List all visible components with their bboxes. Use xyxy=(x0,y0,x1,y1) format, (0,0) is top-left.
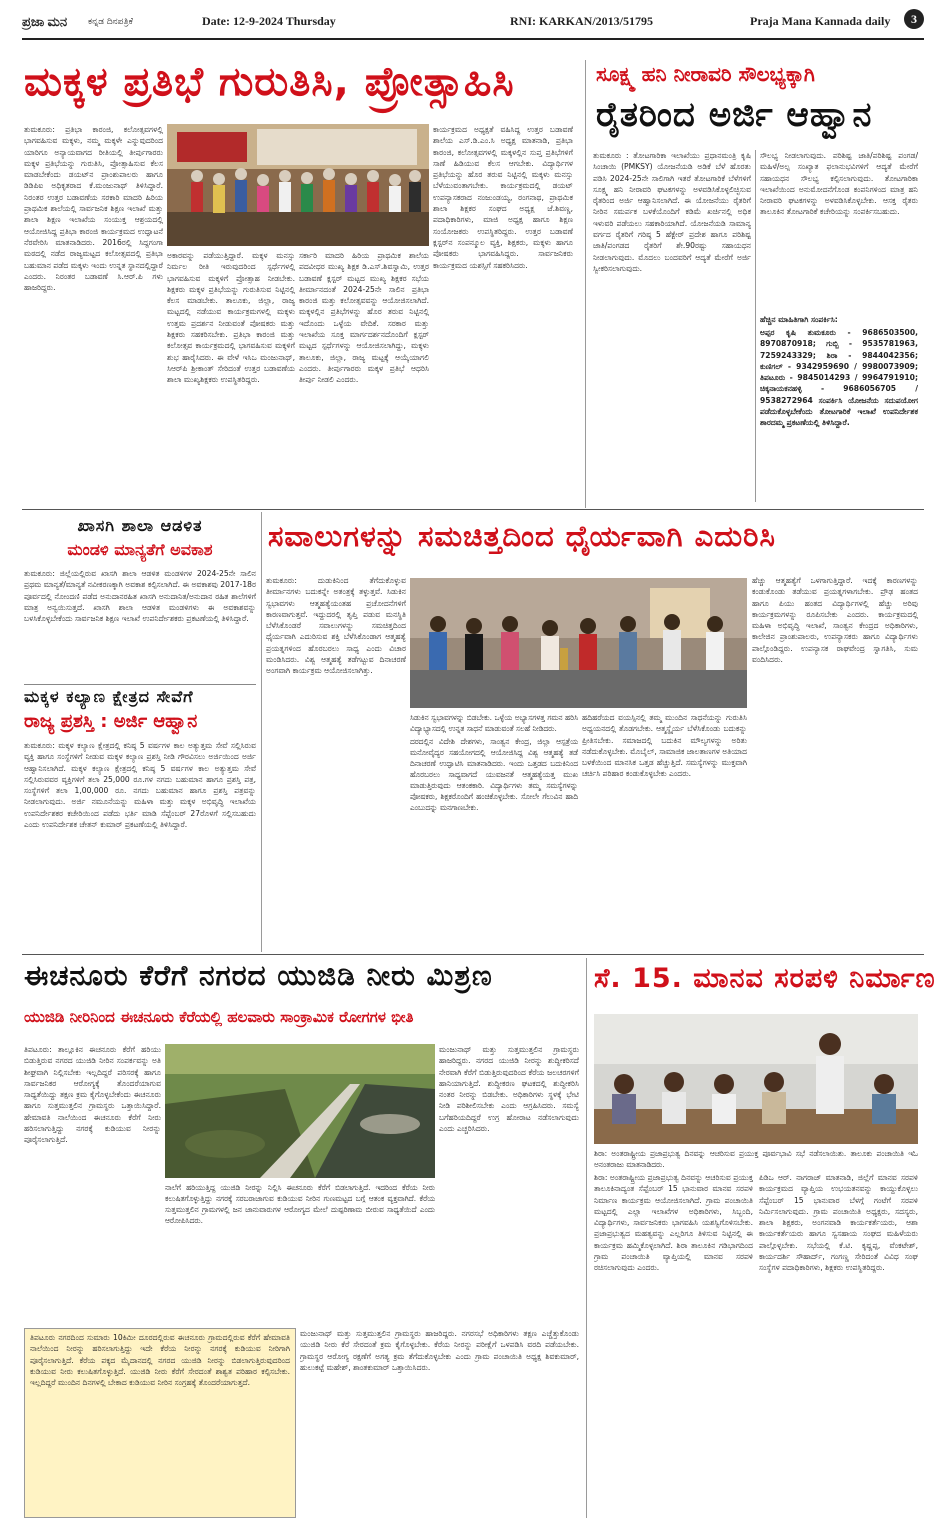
story7-col-b: ಪಿಡಿಒ ಆರ್. ನಾಗರಾಜ್ ಮಾತನಾಡಿ, ಜಿಲ್ಲೆಗೆ ಮಾನವ ಸರಪಳಿ ಕಾರ್ಯಕ್ರಮದ ವ್ಯಾಪ್ತಿಯ ಉಭಯತನವನ್ನು ಕಾಯ್ದುಕೊಳ್ಳಲು ಸೆಪ್ಟೆಂಬರ್ 15 ಭಾನುವಾರ ಬೆಳಗ್ಗೆ ಗಂಟೆಗೆ ಸರಪಳಿ ನಿರ್ಮಿಸಲಾಗುವುದು. ಗ್ರಾಮ ಪಂಚಾಯಿತಿ ಅಧ್ಯಕ್ಷರು, ಸದಸ್ಯರು, ಶಾಲಾ ಶಿಕ್ಷಕರು, ಅಂಗನವಾಡಿ ಕಾರ್ಯಕರ್ತೆಯರು, ಆಶಾ ಕಾರ್ಯಕರ್ತೆಯರು ಹಾಗೂ ಸ್ವಸಹಾಯ ಸಂಘದ ಮಹಿಳೆಯರು ಪಾಲ್ಗೊಳ್ಳಬೇಕು. ಸಭೆಯಲ್ಲಿ ಕೆ.ಟಿ. ಕೃಷ್ಣಪ್ಪ, ವೆಂಕಟೇಶ್, ಕಾರ್ಯದರ್ಶಿ ಸೌಹಾರ್ದ್, ಗಂಗಣ್ಣ ಸೇರಿದಂತೆ ವಿವಿಧ ಸಂಘ ಸಂಸ್ಥೆಗಳ ಪದಾಧಿಕಾರಿಗಳು, ಶಿಕ್ಷಕರು ಉಪಸ್ಥಿತರಿದ್ದರು. xyxy=(759,1173,918,1273)
story6-col-c: ಮಂಜುನಾಥ್ ಮತ್ತು ಸುತ್ತಮುತ್ತಲಿನ ಗ್ರಾಮಸ್ಥರು ಹಾಜರಿದ್ದರು. ನಗರದ ಯುಜಿಡಿ ನೀರನ್ನು ಶುದ್ಧೀಕರಿಸದೆ ನೇರವಾಗಿ ಕೆರೆಗೆ ಬಿಡುತ್ತಿರುವುದರಿಂದ ಕೆರೆಯ ಜಲಚರಗಳಿಗೆ ಹಾನಿಯಾಗುತ್ತಿದೆ. ಶುದ್ಧೀಕರಣ ಘಟಕದಲ್ಲಿ ಶುದ್ಧೀಕರಿಸಿ ನಂತರ ನೀರನ್ನು ಬಿಡಬೇಕು. ಅಧಿಕಾರಿಗಳು ಸ್ಥಳಕ್ಕೆ ಭೇಟಿ ನೀಡಿ ಪರಿಶೀಲಿಸಬೇಕು ಎಂದು ಆಗ್ರಹಿಸಿದರು. ಸಮಸ್ಯೆ ಬಗೆಹರಿಯದಿದ್ದರೆ ಉಗ್ರ ಹೋರಾಟ ನಡೆಸಲಾಗುವುದು ಎಂದು ಎಚ್ಚರಿಸಿದರು. xyxy=(439,1045,579,1134)
story1-col-d: ಸರ್ಕಾರಿ ಮಾದರಿ ಹಿರಿಯ ಪ್ರಾಥಮಿಕ ಶಾಲೆಯ ಪದವೀಧರ ಮುಖ್ಯ ಶಿಕ್ಷಕ ಡಿ.ಎಸ್.ಶಿವಸ್ವಾಮಿ, ಉತ್ತರ ಬಡಾವಣೆ ಕ್ಲಸ್ಟರ್ ಮಟ್ಟದ ಮುಖ್ಯ ಶಿಕ್ಷಕರ ಸಭೆಯ ತೀರ್ಮಾನದಂತೆ 2024-25ನೇ ಸಾಲಿನ ಪ್ರತಿಭಾ ಕಾರಂಜಿ ಮತ್ತು ಕಲೋತ್ಸವವನ್ನು ಆಯೋಜಿಸಲಾಗಿದೆ. ಮಕ್ಕಳಲ್ಲಿನ ಪ್ರತಿಭೆಗಳನ್ನು ಹೊರ ತರುವ ನಿಟ್ಟಿನಲ್ಲಿ ಇದೊಂದು ಒಳ್ಳೆಯ ವೇದಿಕೆ. ಸರಕಾರ ಮತ್ತು ಇಲಾಖೆಯ ಸೂಕ್ತ ಮಾರ್ಗದರ್ಶನದೊಂದಿಗೆ ಕ್ಲಸ್ಟರ್ ಮಟ್ಟದ ಸ್ಪರ್ಧೆಗಳನ್ನು ಆಯೋಜಿಸಲಾಗಿದ್ದು, ಮಕ್ಕಳು ತಾಲೂಕು, ಜಿಲ್ಲಾ, ರಾಜ್ಯ ಮಟ್ಟಕ್ಕೆ ಆಯ್ಕೆಯಾಗಲಿ ಎಂದರು. ತೀರ್ಪುಗಾರರು ಮಕ್ಕಳ ಪ್ರತಿಭೆ ಆಧರಿಸಿ ತೀರ್ಪು ನೀಡಲಿ ಎಂದರು. xyxy=(299,251,429,385)
story7-photo xyxy=(594,1014,918,1144)
story2-col-a: ತುಮಕೂರು : ತೋಟಗಾರಿಕಾ ಇಲಾಖೆಯು ಪ್ರಧಾನಮಂತ್ರಿ ಕೃಷಿ ಸಿಂಚಾಯಿ (PMKSY) ಯೋಜನೆಯಡಿ ಅಡಿಕೆ ಬೆಳೆ ಹೊರತು ಪಡಿಸಿ 2024-25ನೇ ಸಾಲಿಗಾಗಿ ಇತರೆ ತೋಟಗಾರಿಕೆ ಬೆಳೆಗಳಿಗೆ ಸೂಕ್ಷ್ಮ ಹನಿ ನೀರಾವರಿ ಘಟಕಗಳನ್ನು ಅಳವಡಿಸಿಕೊಳ್ಳಲಿಚ್ಛಿಸುವ ರೈತರಿಂದ ಅರ್ಜಿ ಆಹ್ವಾನಿಸಲಾಗಿದೆ. ಈ ಯೋಜನೆಯು ರೈತರಿಗೆ ನೀರಿನ ಸಮರ್ಪಕ ಬಳಕೆಯೊಂದಿಗೆ ಕಡಿಮೆ ಖರ್ಚಿನಲ್ಲಿ ಅಧಿಕ ಇಳುವರಿ ಪಡೆಯಲು ಸಹಕಾರಿಯಾಗಿದೆ. ಯೋಜನೆಯಡಿ ಸಾಮಾನ್ಯ ವರ್ಗದ ರೈತರಿಗೆ ಗರಿಷ್ಠ 5 ಹೆಕ್ಟೇರ್ ಪ್ರದೇಶ ಹಾಗೂ ಪರಿಶಿಷ್ಟ ಜಾತಿ/ಪಂಗಡದ ರೈತರಿಗೆ ಶೇ.90ರಷ್ಟು ಸಹಾಯಧನ ನೀಡಲಾಗುವುದು. ಮೊದಲು ಬಂದವರಿಗೆ ಆದ್ಯತೆ ಮೇರೆಗೆ ಅರ್ಜಿ ಸ್ವೀಕರಿಸಲಾಗುವುದು. xyxy=(593,151,751,273)
page-number-badge: 3 xyxy=(904,9,924,29)
story5-col-b xyxy=(410,712,578,950)
story5-photo-caption: ಸಿಡುಕಿನ ಸ್ವಭಾವಗಳನ್ನು ಬಿಡಬೇಕು. ಒಳ್ಳೆಯ ಅಭ್ಯಾಸಗಳತ್ತ ಗಮನ ಹರಿಸಿ ವಿದ್ಯಾಭ್ಯಾಸದಲ್ಲಿ ಉನ್ನತ ಸಾಧನೆ ಮಾಡುವಂತೆ ಸಲಹೆ ನೀಡಿದರು. xyxy=(410,713,578,733)
masthead-paper-name: Praja Mana Kannada daily xyxy=(750,14,891,28)
story3-body: ತುಮಕೂರು: ಜಿಲ್ಲೆಯಲ್ಲಿರುವ ಖಾಸಗಿ ಶಾಲಾ ಆಡಳಿತ ಮಂಡಳಿಗಳ 2024-25ನೇ ಸಾಲಿನ ಪ್ರಥಮ ಮಾನ್ಯತೆ/ಮಾನ್ಯತೆ ನವೀಕರಣಕ್ಕಾಗಿ ಅವಕಾಶ ಕಲ್ಪಿಸಲಾಗಿದೆ. ಈ ಅವಕಾಶವು 2017-18ರ ಪೂರ್ವದಲ್ಲಿ ನೋಂದಣಿ ಪಡೆದ ಅನುದಾನರಹಿತ ಖಾಸಗಿ ಅನುದಾನಿತ/ಅನುದಾನ ರಹಿತ ಶಾಲೆಗಳಿಗೆ ಮಾತ್ರ ಅನ್ವಯಿಸುತ್ತದೆ. ಖಾಸಗಿ ಶಾಲಾ ಆಡಳಿತ ಮಂಡಳಿಗಳು ಈ ಅವಕಾಶವನ್ನು ಬಳಸಿಕೊಳ್ಳಬೇಕೆಂದು ಸಾರ್ವಜನಿಕ ಶಿಕ್ಷಣ ಇಲಾಖೆ ಉಪನಿರ್ದೇಶಕರು ಪ್ರಕಟಣೆಯಲ್ಲಿ ತಿಳಿಸಿದ್ದಾರೆ. xyxy=(24,569,256,624)
story6-subhead: ಯುಜಿಡಿ ನೀರಿನಿಂದ ಈಚನೂರು ಕೆರೆಯಲ್ಲಿ ಹಲವಾರು ಸಾಂಕ್ರಾಮಿಕ ರೋಗಗಳ ಭೀತಿ xyxy=(24,1008,414,1026)
story6-photo xyxy=(165,1044,435,1178)
story1-col-b: ಅಕಾರವನ್ನು ಪಡೆಯುತ್ತಿದ್ದಾರೆ. ಮಕ್ಕಳ ಮನಸ್ಸು ನಿರ್ಮಲ ರೀತಿ ಇರುವುದರಿಂದ ಸ್ಪರ್ಧೆಗಳಲ್ಲಿ ಭಾಗವಹಿಸುವ ಮಕ್ಕಳಿಗೆ ಪ್ರೋತ್ಸಾಹ ನೀಡಬೇಕು. ಶಿಕ್ಷಕರು ಮಕ್ಕಳ ಪ್ರತಿಭೆಯನ್ನು ಗುರುತಿಸುವ ನಿಟ್ಟಿನಲ್ಲಿ ಕೆಲಸ ಮಾಡಬೇಕು. ತಾಲೂಕು, ಜಿಲ್ಲಾ, ರಾಜ್ಯ ಮಟ್ಟದಲ್ಲಿ ನಡೆಯುವ ಕಾರ್ಯಕ್ರಮಗಳಲ್ಲಿ ಮಕ್ಕಳು ಉತ್ತಮ ಪ್ರದರ್ಶನ ನೀಡುವಂತೆ ಪೋಷಕರು ಮತ್ತು ಶಿಕ್ಷಕರು ಸಹಕರಿಸಬೇಕು. ಪ್ರತಿಭಾ ಕಾರಂಜಿ ಮತ್ತು ಕಲೋತ್ಸವ ಕಾರ್ಯಕ್ರಮದಲ್ಲಿ ಭಾಗವಹಿಸುವ ಮಕ್ಕಳಿಗೆ ಶುಭ ಹಾರೈಸಿದರು. ಈ ವೇಳೆ ಇಸಿಒ ಮಂಜುನಾಥ್, ಸಿಆರ್‌ಪಿ ಶ್ರೀಕಾಂತ್ ಸೇರಿದಂತೆ ಉತ್ತರ ಬಡಾವಣೆಯ ಶಾಲಾ ಮುಖ್ಯಶಿಕ್ಷಕರು ಉಪಸ್ಥಿತರಿದ್ದರು. xyxy=(167,251,295,385)
story2-headline: ರೈತರಿಂದ ಅರ್ಜಿ ಆಹ್ವಾನ xyxy=(596,95,873,135)
story5-headline: ಸವಾಲುಗಳನ್ನು ಸಮಚಿತ್ತದಿಂದ ಧೈರ್ಯವಾಗಿ ಎದುರಿಸಿ xyxy=(268,519,776,553)
divider-horizontal-2 xyxy=(22,954,924,955)
masthead-logo: ಪ್ರಜಾ ಮನ xyxy=(22,14,68,29)
story6-col-d: ಮಂಜುನಾಥ್ ಮತ್ತು ಸುತ್ತಮುತ್ತಲಿನ ಗ್ರಾಮಸ್ಥರು ಹಾಜರಿದ್ದರು. ನಗರಸಭೆ ಅಧಿಕಾರಿಗಳು ತಕ್ಷಣ ಎಚ್ಚೆತ್ತುಕೊಂಡು ಯುಜಿಡಿ ನೀರು ಕೆರೆ ಸೇರದಂತೆ ಕ್ರಮ ಕೈಗೊಳ್ಳಬೇಕು. ಕೆರೆಯ ನೀರನ್ನು ಪರೀಕ್ಷೆಗೆ ಒಳಪಡಿಸಿ ವರದಿ ಪಡೆಯಬೇಕು. ಗ್ರಾಮಸ್ಥರ ಆರೋಗ್ಯ ರಕ್ಷಣೆಗೆ ಅಗತ್ಯ ಕ್ರಮ ತೆಗೆದುಕೊಳ್ಳಬೇಕು ಎಂದು ಗ್ರಾಮ ಪಂಚಾಯಿತಿ ಅಧ್ಯಕ್ಷ ಶಿವಕುಮಾರ್, ಹುಲುಕಟ್ಟೆ ಮಹೇಶ್, ಶಾಂತಕುಮಾರ್ ಒತ್ತಾಯಿಸಿದರು. xyxy=(300,1329,579,1372)
masthead xyxy=(22,0,924,40)
story6-boxed-note: ತಿಪಟೂರು ನಗರದಿಂದ ಸುಮಾರು 10ಕಿಮೀ ದೂರದಲ್ಲಿರುವ ಈಚನೂರು ಗ್ರಾಮದಲ್ಲಿರುವ ಕೆರೆಗೆ ಹೇಮಾವತಿ ನಾಲೆಯಿಂದ ನೀರನ್ನು ಹರಿಸಲಾಗುತ್ತಿದ್ದು ಇದೇ ಕೆರೆಯ ನೀರನ್ನು ನಗರಕ್ಕೆ ಕುಡಿಯುವ ನೀರಿಗಾಗಿ ಪೂರೈಸಲಾಗುತ್ತಿದೆ. ಕೆರೆಯ ಪಕ್ಕದ ಮೈದಾನದಲ್ಲಿ ನಗರದ ಯುಜಿಡಿ ನೀರನ್ನು ಬಿಡಲಾಗುತ್ತಿರುವುದರಿಂದ ಕುಡಿಯುವ ನೀರು ಕಲುಷಿತಗೊಳ್ಳುತ್ತಿದೆ. ಯುಜಿಡಿ ನೀರು ಕೆರೆಗೆ ಸೇರದಂತೆ ಶಾಶ್ವತ ಪರಿಹಾರ ಕಲ್ಪಿಸಬೇಕು. ಇಲ್ಲದಿದ್ದರೆ ಮುಂದಿನ ದಿನಗಳಲ್ಲಿ ಬೇಕಾದ ಕುಡಿಯುವ ನೀರಿನ ಸಂಗ್ರಹಕ್ಕೆ ತೊಂದರೆಯಾಗುತ್ತದೆ. xyxy=(24,1328,296,1518)
story6-photo-caption: ನಾಲೆಗೆ ಹರಿಯುತ್ತಿದ್ದ ಯುಜಿಡಿ ನೀರನ್ನು ನಿಲ್ಲಿಸಿ ಈಚನೂರು ಕೆರೆಗೆ ಬಿಡಲಾಗುತ್ತಿದೆ. ಇದರಿಂದ ಕೆರೆಯ ನೀರು ಕಲುಷಿತಗೊಳ್ಳುತ್ತಿದ್ದು ನಗರಕ್ಕೆ ಸರಬರಾಜಾಗುವ ಕುಡಿಯುವ ನೀರಿನ ಗುಣಮಟ್ಟದ ಬಗ್ಗೆ ಆತಂಕ ವ್ಯಕ್ತವಾಗಿದೆ. ಕೆರೆಯ ಸುತ್ತಮುತ್ತಲಿನ ಗ್ರಾಮಗಳಲ್ಲಿ ಜನ ಜಾನುವಾರುಗಳ ಆರೋಗ್ಯದ ಮೇಲೆ ದುಷ್ಪರಿಣಾಮ ಬೀರುವ ಸಾಧ್ಯತೆಯಿದೆ ಎಂದು ಆರೋಪಿಸಿದರು. xyxy=(165,1183,435,1225)
children-event-photo xyxy=(167,124,429,246)
story4-headline: ರಾಜ್ಯ ಪ್ರಶಸ್ತಿ : ಅರ್ಜಿ ಆಹ್ವಾನ xyxy=(24,711,198,732)
masthead-date: Date: 12-9-2024 Thursday xyxy=(202,14,336,28)
story6-headline: ಈಚನೂರು ಕೆರೆಗೆ ನಗರದ ಯುಜಿಡಿ ನೀರು ಮಿಶ್ರಣ xyxy=(24,959,493,992)
story1-photo xyxy=(167,124,429,246)
story7-col-a: ಶಿರಾ: ಅಂತರಾಷ್ಟ್ರೀಯ ಪ್ರಜಾಪ್ರಭುತ್ವ ದಿನವನ್ನು ಆಚರಿಸುವ ಪ್ರಯುಕ್ತ ತಾಲೂಕಿನಾದ್ಯಂತ ಸೆಪ್ಟೆಂಬರ್ 15 ಭಾನುವಾರ ಮಾನವ ಸರಪಳಿ ನಿರ್ಮಾಣ ಕಾರ್ಯಕ್ರಮ ಆಯೋಜಿಸಲಾಗಿದೆ. ಗ್ರಾಮ ಪಂಚಾಯಿತಿ ಮಟ್ಟದಲ್ಲಿ ಎಲ್ಲಾ ಇಲಾಖೆಗಳ ಅಧಿಕಾರಿಗಳು, ಸಿಬ್ಬಂದಿ, ವಿದ್ಯಾರ್ಥಿಗಳು, ಸಾರ್ವಜನಿಕರು ಭಾಗವಹಿಸಿ ಯಶಸ್ವಿಗೊಳಿಸಬೇಕು. ಪ್ರಜಾಪ್ರಭುತ್ವದ ಮಹತ್ವವನ್ನು ಎಲ್ಲರಿಗೂ ತಿಳಿಸುವ ನಿಟ್ಟಿನಲ್ಲಿ ಈ ಕಾರ್ಯಕ್ರಮ ಹಮ್ಮಿಕೊಳ್ಳಲಾಗಿದೆ. ಶಿರಾ ತಾಲೂಕಿನ ಗಡಿಭಾಗದಿಂದ ಗ್ರಾಮ ಪಂಚಾಯಿತಿ ವ್ಯಾಪ್ತಿಯಲ್ಲಿ ಮಾನವ ಸರಪಳಿ ರಚಿಸಲಾಗುವುದು ಎಂದರು. xyxy=(594,1173,753,1273)
story2-contacts-label: ಹೆಚ್ಚಿನ ಮಾಹಿತಿಗಾಗಿ ಸಂಪರ್ಕಿಸಿ: xyxy=(760,315,838,324)
story5-col-a: ತುಮಕೂರು: ದುಡುಕಿನಿಂದ ತೆಗೆದುಕೊಳ್ಳುವ ತೀರ್ಮಾನಗಳು ಬದುಕನ್ನೇ ಅತಂತ್ರಕ್ಕೆ ತಳ್ಳುತ್ತವೆ. ಸಿಡುಕಿನ ಸ್ವಭಾವಗಳು ಆತ್ಮಹತ್ಯೆಯಂತಹ ಪ್ರಚೋದನೆಗಳಿಗೆ ಕಾರಣವಾಗುತ್ತವೆ. ಇದ್ದುದರಲ್ಲಿ ತೃಪ್ತಿ ಪಡುವ ಮನಸ್ಥಿತಿ ಬೆಳೆಸಿಕೊಂಡರೆ ಸವಾಲುಗಳನ್ನು ಸಮಚಿತ್ತದಿಂದ ಧೈರ್ಯವಾಗಿ ಎದುರಿಸುವ ಶಕ್ತಿ ಬೆಳೆಸಿಕೊಂಡಾಗ ಆತ್ಮಹತ್ಯೆ ಪ್ರಯತ್ನಗಳಿಂದ ಹೊರಬರಲು ಸಾಧ್ಯ ಎಂದು ವಿಚಾರ ಮಂಡಿಸಿದರು. ವಿಶ್ವ ಆತ್ಮಹತ್ಯೆ ತಡೆಗಟ್ಟುವ ದಿನಾಚರಣೆ ಅಂಗವಾಗಿ ಕಾರ್ಯಕ್ರಮ ಆಯೋಜಿಸಲಾಗಿತ್ತು. xyxy=(266,576,406,676)
story4-body: ತುಮಕೂರು: ಮಕ್ಕಳ ಕಲ್ಯಾಣ ಕ್ಷೇತ್ರದಲ್ಲಿ ಕನಿಷ್ಠ 5 ವರ್ಷಗಳ ಕಾಲ ಅತ್ಯುತ್ತಮ ಸೇವೆ ಸಲ್ಲಿಸಿರುವ ವ್ಯಕ್ತಿ ಹಾಗೂ ಸಂಸ್ಥೆಗಳಿಗೆ ನೀಡುವ ಮಕ್ಕಳ ಕಲ್ಯಾಣ ಪ್ರಶಸ್ತಿ ನೀಡಿ ಗೌರವಿಸಲು ಅರ್ಜಿಯಿಂದ ಅರ್ಜಿ ಆಹ್ವಾನಿಸಲಾಗಿದೆ. ಮಕ್ಕಳ ಕಲ್ಯಾಣ ಕ್ಷೇತ್ರದಲ್ಲಿ ಕನಿಷ್ಠ 5 ವರ್ಷಗಳ ಕಾಲ ಅತ್ಯುತ್ತಮ ಸೇವೆ ಸಲ್ಲಿಸಿರುವವರ ವ್ಯಕ್ತಿಗಳಿಗೆ ತಲಾ 25,000 ರೂ.ಗಳ ನಗದು ಬಹುಮಾನ ಹಾಗೂ ಪ್ರಶಸ್ತಿ ಪತ್ರ, ಸಂಸ್ಥೆಗಳಿಗೆ ತಲಾ 1,00,000 ರೂ. ನಗದು ಬಹುಮಾನ ಹಾಗೂ ಪ್ರಶಸ್ತಿ ಪತ್ರವನ್ನು ನೀಡಲಾಗುವುದು. ಅರ್ಜಿ ನಮೂನೆಯನ್ನು ಮಹಿಳಾ ಮತ್ತು ಮಕ್ಕಳ ಅಭಿವೃದ್ಧಿ ಇಲಾಖೆಯ ಉಪನಿರ್ದೇಶಕರ ಕಚೇರಿಯಿಂದ ಪಡೆದು ಭರ್ತಿ ಮಾಡಿ ಸೆಪ್ಟೆಂಬರ್ 27ರೊಳಗೆ ಸಲ್ಲಿಸಬಹುದು ಎಂದು ಉಪನಿರ್ದೇಶಕ ಚೇತನ್ ಕುಮಾರ್ ಪ್ರಕಟಣೆಯಲ್ಲಿ ತಿಳಿಸಿದ್ದಾರೆ. xyxy=(24,741,256,830)
story6-col-a: ತಿಪಟೂರು: ತಾಲ್ಲೂಕಿನ ಈಚನೂರು ಕೆರೆಗೆ ಹರಿಯು ಬಿಡುತ್ತಿರುವ ನಗರದ ಯುಜಿಡಿ ನೀರಿನ ಸಂಪರ್ಕವನ್ನು ಅತಿ ಶೀಘ್ರವಾಗಿ ನಿಲ್ಲಿಸಬೇಕು ಇಲ್ಲದಿದ್ದರೆ ಪರಿಸರಕ್ಕೆ ಹಾಗೂ ಸಾರ್ವಜನಿಕರ ಆರೋಗ್ಯಕ್ಕೆ ತೊಂದರೆಯಾಗುವ ಸಾಧ್ಯತೆಯಿದ್ದು ತಕ್ಷಣ ಕ್ರಮ ಕೈಗೊಳ್ಳಬೇಕೆಂದು ಈಚನೂರು ಹಾಗೂ ಸುತ್ತಮುತ್ತಲಿನ ಗ್ರಾಮಸ್ಥರು ಒತ್ತಾಯಿಸಿದ್ದಾರೆ. ಹೇಮಾವತಿ ನಾಲೆಯಿಂದ ಈಚನೂರು ಕೆರೆಗೆ ನೀರು ಹರಿಸಲಾಗುತ್ತಿದ್ದು ನಗರಕ್ಕೆ ಕುಡಿಯುವ ನೀರನ್ನು ಪೂರೈಸಲಾಗುತ್ತಿದೆ. xyxy=(24,1045,161,1145)
story5-col-d: ಹೆಚ್ಚು ಆತ್ಮಹತ್ಯೆಗೆ ಒಳಗಾಗುತ್ತಿದ್ದಾರೆ. ಇದಕ್ಕೆ ಕಾರಣಗಳನ್ನು ಕಂಡುಕೊಂಡು ತಡೆಯುವ ಪ್ರಯತ್ನಗಳಾಗಬೇಕು. ಪ್ರೌಢ ಹಂತದ ಹಾಗೂ ಪಿಯು ಹಂತದ ವಿದ್ಯಾರ್ಥಿಗಳಲ್ಲಿ ಹೆಚ್ಚು ಅರಿವು ಕಾರ್ಯಕ್ರಮಗಳನ್ನು ರೂಪಿಸಬೇಕು ಎಂದರು. ಕಾರ್ಯಕ್ರಮದಲ್ಲಿ ಮಹಿಳಾ ಅಭಿವೃದ್ಧಿ ಇಲಾಖೆ, ಸಾಂತ್ವನ ಕೇಂದ್ರದ ಅಧಿಕಾರಿಗಳು, ಕಾಲೇಜಿನ ಪ್ರಾಂಶುಪಾಲರು, ಉಪನ್ಯಾಸಕರು ಹಾಗೂ ವಿದ್ಯಾರ್ಥಿಗಳು ಪಾಲ್ಗೊಂಡಿದ್ದರು. ಉಪನ್ಯಾಸಕ ರಾಘವೇಂದ್ರ ಸ್ವಾಗತಿಸಿ, ಸುಮ ವಂದಿಸಿದರು. xyxy=(752,576,918,665)
divider-vertical-bottom xyxy=(586,958,587,1518)
story1-col-a: ತುಮಕೂರು: ಪ್ರತಿಭಾ ಕಾರಂಜಿ, ಕಲೋತ್ಸವಗಳಲ್ಲಿ ಭಾಗವಹಿಸುವ ಮಕ್ಕಳು, ನಮ್ಮ ಮಕ್ಕಳೇ ಎನ್ನುವುದರಿಂದ ಯಾರಿಗೂ ಅನ್ಯಾಯವಾಗದ ರೀತಿಯಲ್ಲಿ ತೀರ್ಪುಗಾರರು ಮಕ್ಕಳ ಪ್ರತಿಭೆಯನ್ನು ಗುರುತಿಸಿ, ಪ್ರೋತ್ಸಾಹಿಸುವ ಕೆಲಸ ಮಾಡಬೇಕೆಂದು ಡಯಟ್‌ನ ಪ್ರಾಂಶುಪಾಲರು ಹಾಗೂ ಡಿಡಿಪಿಐ ಅಧಿಕೃತರಾದ ಕೆ.ಮಂಜುನಾಥ್ ತಿಳಿಸಿದ್ದಾರೆ. ನಿರಂತರ ಉತ್ತರ ಬಡಾವಣೆಯ ಸರಕಾರಿ ಮಾದರಿ ಹಿರಿಯ ಪ್ರಾಥಮಿಕ ಶಾಲೆಯಲ್ಲಿ ಸಾರ್ವಜನಿಕ ಶಿಕ್ಷಣ ಇಲಾಖೆ ಮತ್ತು ಶಾಲಾ ಶಿಕ್ಷಣ ಇಲಾಖೆಯ ಸಂಯುಕ್ತ ಆಶ್ರಯದಲ್ಲಿ ಆಯೋಜಿಸಿದ್ದ ಪ್ರತಿಭಾ ಕಾರಂಜಿ ಕಾರ್ಯಕ್ರಮದ ಉದ್ಘಾಟನೆ ನೆರವೇರಿಸಿ ಮಾತನಾಡಿದರು. 2016ರಲ್ಲಿ ಸಿದ್ದಗಂಗಾ ಮಠದಲ್ಲಿ ನಡೆದ ರಾಜ್ಯಮಟ್ಟದ ಕಲೋತ್ಸವದಲ್ಲಿ ಪ್ರತಿಭಾ ಬಹುಮಾನ ಪಡೆದ ಮಕ್ಕಳು ಇಂದು ಉನ್ನತ ಸ್ಥಾನದಲ್ಲಿದ್ದಾರೆ ಎಂದರು. ನಿರಂತರ ಬಡಾವಣೆ ಸಿ.ಆರ್.ಪಿ ಗಳು ಹಾಜರಿದ್ದರು. xyxy=(24,125,163,293)
divider-vertical-mid xyxy=(261,512,262,952)
masthead-rni: RNI: KARKAN/2013/51795 xyxy=(510,14,653,28)
story5-photo xyxy=(410,578,747,708)
divider-story2-columns xyxy=(755,150,756,502)
lake-canal-photo xyxy=(165,1044,435,1178)
story5-col-c: ಹದಿಹರೆಯದ ವಯಸ್ಸಿನಲ್ಲಿ ತಮ್ಮ ಮುಂದಿನ ಸಾಧನೆಯನ್ನು ಗುರುತಿಸಿ ಅಧ್ಯಯನದಲ್ಲಿ ತೊಡಗಬೇಕು. ಆತ್ಮಸ್ಥೈರ್ಯ ಬೆಳೆಸಿಕೊಂಡು ಬದುಕನ್ನು ಪ್ರೀತಿಸಬೇಕು. ಸಮಾಜದಲ್ಲಿ ಬದುಕಿನ ಮೌಲ್ಯಗಳನ್ನು ಅರಿತು ನಡೆದುಕೊಳ್ಳಬೇಕು. ಮೊಬೈಲ್, ಸಾಮಾಜಿಕ ಜಾಲತಾಣಗಳ ಅತಿಯಾದ ಬಳಕೆಯಿಂದ ಮಾನಸಿಕ ಒತ್ತಡ ಹೆಚ್ಚುತ್ತಿದೆ. ಸಮಸ್ಯೆಗಳನ್ನು ಮುಕ್ತವಾಗಿ ಚರ್ಚಿಸಿ ಪರಿಹಾರ ಕಂಡುಕೊಳ್ಳಬೇಕು ಎಂದರು. xyxy=(582,713,747,779)
story5-col-b-text: ದರದಲ್ಲಿನ ವಿದೇಶಿ ದೇಶಗಳು, ಸಾಂತ್ವನ ಕೇಂದ್ರ, ಜಿಲ್ಲಾ ಆಸ್ಪತ್ರೆಯ ಮನೋವೈದ್ಯರ ಸಹಯೋಗದಲ್ಲಿ ಆಯೋಜಿಸಿದ್ದ ವಿಶ್ವ ಆತ್ಮಹತ್ಯೆ ತಡೆ ದಿನಾಚರಣೆ ಉದ್ಘಾಟಿಸಿ ಮಾತನಾಡಿದರು. ಇಂದು ಒತ್ತಡದ ಬದುಕಿನಿಂದ ಹೊರಬರಲು ಸಾಧ್ಯವಾಗದೆ ಯುವಜನತೆ ಆತ್ಮಹತ್ಯೆಯತ್ತ ಮುಖ ಮಾಡುತ್ತಿರುವುದು ಆತಂಕಕಾರಿ. ವಿದ್ಯಾರ್ಥಿಗಳು ತಮ್ಮ ಸಮಸ್ಯೆಗಳನ್ನು ಪೋಷಕರು, ಶಿಕ್ಷಕರೊಂದಿಗೆ ಹಂಚಿಕೊಳ್ಳಬೇಕು. ಸೋಲೇ ಗೆಲುವಿನ ಹಾದಿ ಎಂಬುದನ್ನು ಮನಗಾಣಬೇಕು. xyxy=(410,737,578,812)
story7-photo-caption: ಶಿರಾ: ಅಂತರಾಷ್ಟ್ರೀಯ ಪ್ರಜಾಪ್ರಭುತ್ವ ದಿನವನ್ನು ಆಚರಿಸುವ ಪ್ರಯುಕ್ತ ಪೂರ್ವಭಾವಿ ಸಭೆ ನಡೆಸಲಾಯಿತು. ತಾಲೂಕು ಪಂಚಾಯಿತಿ ಇಓ ಅನಂತರಾಜು ಮಾತನಾಡಿದರು. xyxy=(594,1149,918,1169)
divider-vertical-top xyxy=(585,60,586,508)
story4-kicker: ಮಕ್ಕಳ ಕಲ್ಯಾಣ ಕ್ಷೇತ್ರದ ಸೇವೆಗೆ xyxy=(24,687,194,706)
story3-kicker: ಖಾಸಗಿ ಶಾಲಾ ಆಡಳಿತ xyxy=(77,516,203,535)
meeting-photo xyxy=(594,1014,918,1144)
seminar-stage-photo xyxy=(410,578,747,708)
divider-horizontal-1 xyxy=(22,509,924,510)
story1-headline: ಮಕ್ಕಳ ಪ್ರತಿಭೆ ಗುರುತಿಸಿ, ಪ್ರೋತ್ಸಾಹಿಸಿ xyxy=(24,59,515,105)
story2-col-b: ಸೌಲಭ್ಯ ನೀಡಲಾಗುವುದು. ಪರಿಶಿಷ್ಟ ಜಾತಿ/ಪರಿಶಿಷ್ಟ ಪಂಗಡ/ ಮಹಿಳೆ/ಅಲ್ಪ ಸಂಖ್ಯಾತ ಫಲಾನುಭವಿಗಳಿಗೆ ಆದ್ಯತೆ ಮೇರೆಗೆ ಸಹಾಯಧನ ಸೌಲಭ್ಯ ಕಲ್ಪಿಸಲಾಗುವುದು. ತೋಟಗಾರಿಕಾ ಇಲಾಖೆಯಿಂದ ಅನುಮೋದನೆಗೊಂಡ ಕಂಪನಿಗಳಿಂದ ಮಾತ್ರ ಹನಿ ನೀರಾವರಿ ಘಟಕಗಳನ್ನು ಅಳವಡಿಸಿಕೊಳ್ಳಬೇಕು. ಆಸಕ್ತ ರೈತರು ತಾಲೂಕಿನ ತೋಟಗಾರಿಕೆ ಕಚೇರಿಯನ್ನು ಸಂಪರ್ಕಿಸಬಹುದು. xyxy=(760,151,918,217)
story7-headline: ಸೆ. 15. ಮಾನವ ಸರಪಳಿ ನಿರ್ಮಾಣ xyxy=(594,963,936,994)
divider-story3-story4 xyxy=(24,684,256,685)
story3-headline: ಮಂಡಳಿ ಮಾನ್ಯತೆಗೆ ಅವಕಾಶ xyxy=(67,540,213,559)
story1-col-c: ಕಾರ್ಯಕ್ರಮದ ಅಧ್ಯಕ್ಷತೆ ವಹಿಸಿದ್ದ ಉತ್ತರ ಬಡಾವಣೆ ಶಾಲೆಯ ಎಸ್.ಡಿ.ಎಂ.ಸಿ ಅಧ್ಯಕ್ಷ ಮಾತನಾಡಿ, ಪ್ರತಿಭಾ ಕಾರಂಜಿ, ಕಲೋತ್ಸವಗಳಲ್ಲಿ ಮಕ್ಕಳಲ್ಲಿನ ಸುಪ್ತ ಪ್ರತಿಭೆಗಳಿಗೆ ಸಾಣೆ ಹಿಡಿಯುವ ಕೆಲಸ ಆಗಬೇಕು. ವಿದ್ಯಾರ್ಥಿಗಳ ಪ್ರತಿಭೆಯನ್ನು ಹೊರ ತರುವ ನಿಟ್ಟಿನಲ್ಲಿ ಮಕ್ಕಳು ಮನಸ್ಸು ಬೆಳೆಯುವಂತಾಗಬೇಕು. ಕಾರ್ಯಕ್ರಮದಲ್ಲಿ ಡಯಟ್ ಉಪನ್ಯಾಸಕರಾದ ನಂಜುಂಡಯ್ಯ, ರಂಗನಾಥ, ಪ್ರಾಥಮಿಕ ಶಾಲಾ ಶಿಕ್ಷಕರ ಸಂಘದ ಅಧ್ಯಕ್ಷ ಜೆ.ಶಿವಣ್ಣ, ಪದಾಧಿಕಾರಿಗಳು, ಮಾಜಿ ಅಧ್ಯಕ್ಷ ಹಾಗೂ ಶಿಕ್ಷಣ ಸಂಯೋಜಕರು ಉಪಸ್ಥಿತರಿದ್ದರು. ಉತ್ತರ ಬಡಾವಣೆ ಕ್ಲಸ್ಟರ್‌ನ ಸಂಪನ್ಮೂಲ ವ್ಯಕ್ತಿ, ಶಿಕ್ಷಕರು, ಮಕ್ಕಳು ಹಾಗೂ ಪೋಷಕರು ಭಾಗವಹಿಸಿದ್ದರು. ಸಾರ್ವಜನಿಕರು ಕಾರ್ಯಕ್ರಮದ ಯಶಸ್ಸಿಗೆ ಸಹಕರಿಸಿದರು. xyxy=(433,125,573,270)
story2-contacts: ಅಪ್ಪರ ಕೃಷಿ ತುಮಕೂರು - 9686503500, 8970870918; ಗುಬ್ಬಿ - 9535781963, 7259243329; ಶಿರಾ - 9844042356; ಕುಣಿಗಲ್ - 9342959690 / 9980073909; ತಿಪಟೂರು - 9845014293 / 9964791910; ಚಿಕ್ಕನಾಯಕನಹಳ್ಳಿ - 9686056705 / 9538272964 ಸಂಪರ್ಕಿಸಿ ಯೋಜನೆಯ ಸದುಪಯೋಗ ಪಡೆದುಕೊಳ್ಳಬೇಕೆಂದು ತೋಟಗಾರಿಕೆ ಇಲಾಖೆ ಉಪನಿರ್ದೇಶಕ ಶಾರದಮ್ಮ ಪ್ರಕಟಣೆಯಲ್ಲಿ ತಿಳಿಸಿದ್ದಾರೆ. xyxy=(760,328,918,428)
story2-kicker: ಸೂಕ್ಷ್ಮ ಹನಿ ನೀರಾವರಿ ಸೌಲಭ್ಯಕ್ಕಾಗಿ xyxy=(596,62,815,86)
masthead-tagline: ಕನ್ನಡ ದಿನಪತ್ರಿಕೆ xyxy=(88,17,134,27)
